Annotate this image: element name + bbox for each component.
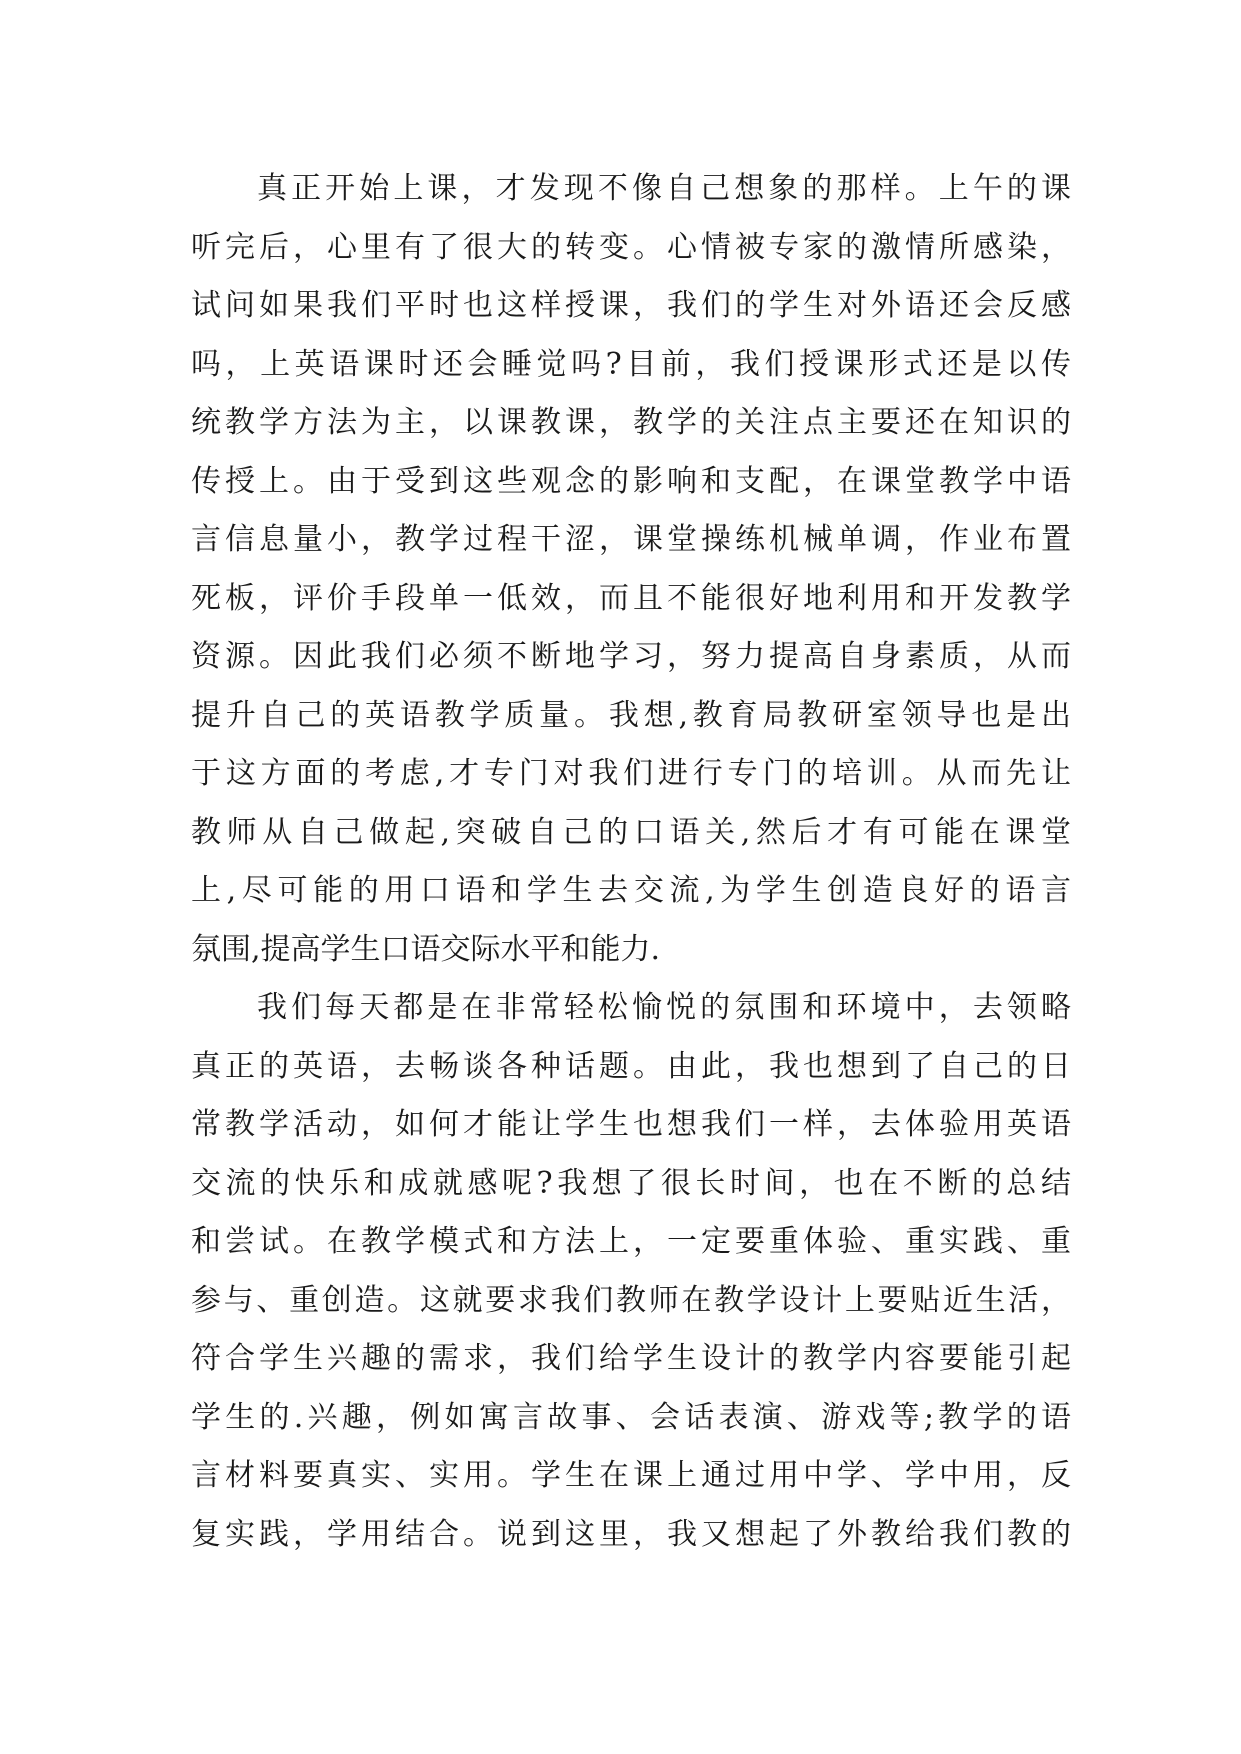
paragraph-2-line-9: 言材料要真实、实用。学生在课上通过用中学、学中用，反 [191,1458,1071,1493]
document-body [191,160,1071,1564]
paragraph-2-line-1: 我们每天都是在非常轻松愉悦的氛围和环境中，去领略 [257,990,1071,1025]
paragraph-1-line-12: 教师从自己做起,突破自己的口语关,然后才有可能在课堂 [191,814,1071,850]
paragraph-2-line-4: 交流的快乐和成就感呢?我想了很长时间，也在不断的总结 [191,1165,1071,1201]
paragraph-1-line-5: 统教学方法为主，以课教课，教学的关注点主要还在知识的 [191,405,1071,440]
paragraph-1-line-7: 言信息量小，教学过程干涩，课堂操练机械单调，作业布置 [191,522,1071,557]
paragraph-1-line-6: 传授上。由于受到这些观念的影响和支配，在课堂教学中语 [191,463,1071,499]
paragraph-1-line-8: 死板，评价手段单一低效，而且不能很好地利用和开发教学 [191,580,1071,616]
paragraph-1-line-10: 提升自己的英语教学质量。我想,教育局教研室领导也是出 [191,697,1071,733]
paragraph-1-line-3: 试问如果我们平时也这样授课，我们的学生对外语还会反感 [191,288,1071,323]
paragraph-2-line-7: 符合学生兴趣的需求，我们给学生设计的教学内容要能引起 [191,1341,1071,1376]
paragraph-1-line-14: 氛围,提高学生口语交际水平和能力. [191,931,661,967]
paragraph-2-line-2: 真正的英语，去畅谈各种话题。由此，我也想到了自己的日 [191,1048,1071,1084]
paragraph-2-line-5: 和尝试。在教学模式和方法上，一定要重体验、重实践、重 [191,1224,1071,1259]
paragraph-1-line-11: 于这方面的考虑,才专门对我们进行专门的培训。从而先让 [191,756,1071,791]
paragraph-2-line-10: 复实践，学用结合。说到这里，我又想起了外教给我们教的 [191,1516,1071,1552]
paragraph-1-line-1: 真正开始上课，才发现不像自己想象的那样。上午的课 [257,171,1071,206]
paragraph-2-line-3: 常教学活动，如何才能让学生也想我们一样，去体验用英语 [191,1107,1071,1142]
paragraph-2-line-6: 参与、重创造。这就要求我们教师在教学设计上要贴近生活， [191,1282,1071,1318]
paragraph-1-line-13: 上,尽可能的用口语和学生去交流,为学生创造良好的语言 [191,873,1071,908]
paragraph-2-line-8: 学生的.兴趣，例如寓言故事、会话表演、游戏等;教学的语 [191,1399,1071,1435]
paragraph-1-line-2: 听完后，心里有了很大的转变。心情被专家的激情所感染， [191,229,1071,265]
paragraph-1-line-9: 资源。因此我们必须不断地学习，努力提高自身素质，从而 [191,639,1071,674]
paragraph-1-line-4: 吗，上英语课时还会睡觉吗?目前，我们授课形式还是以传 [191,346,1071,382]
